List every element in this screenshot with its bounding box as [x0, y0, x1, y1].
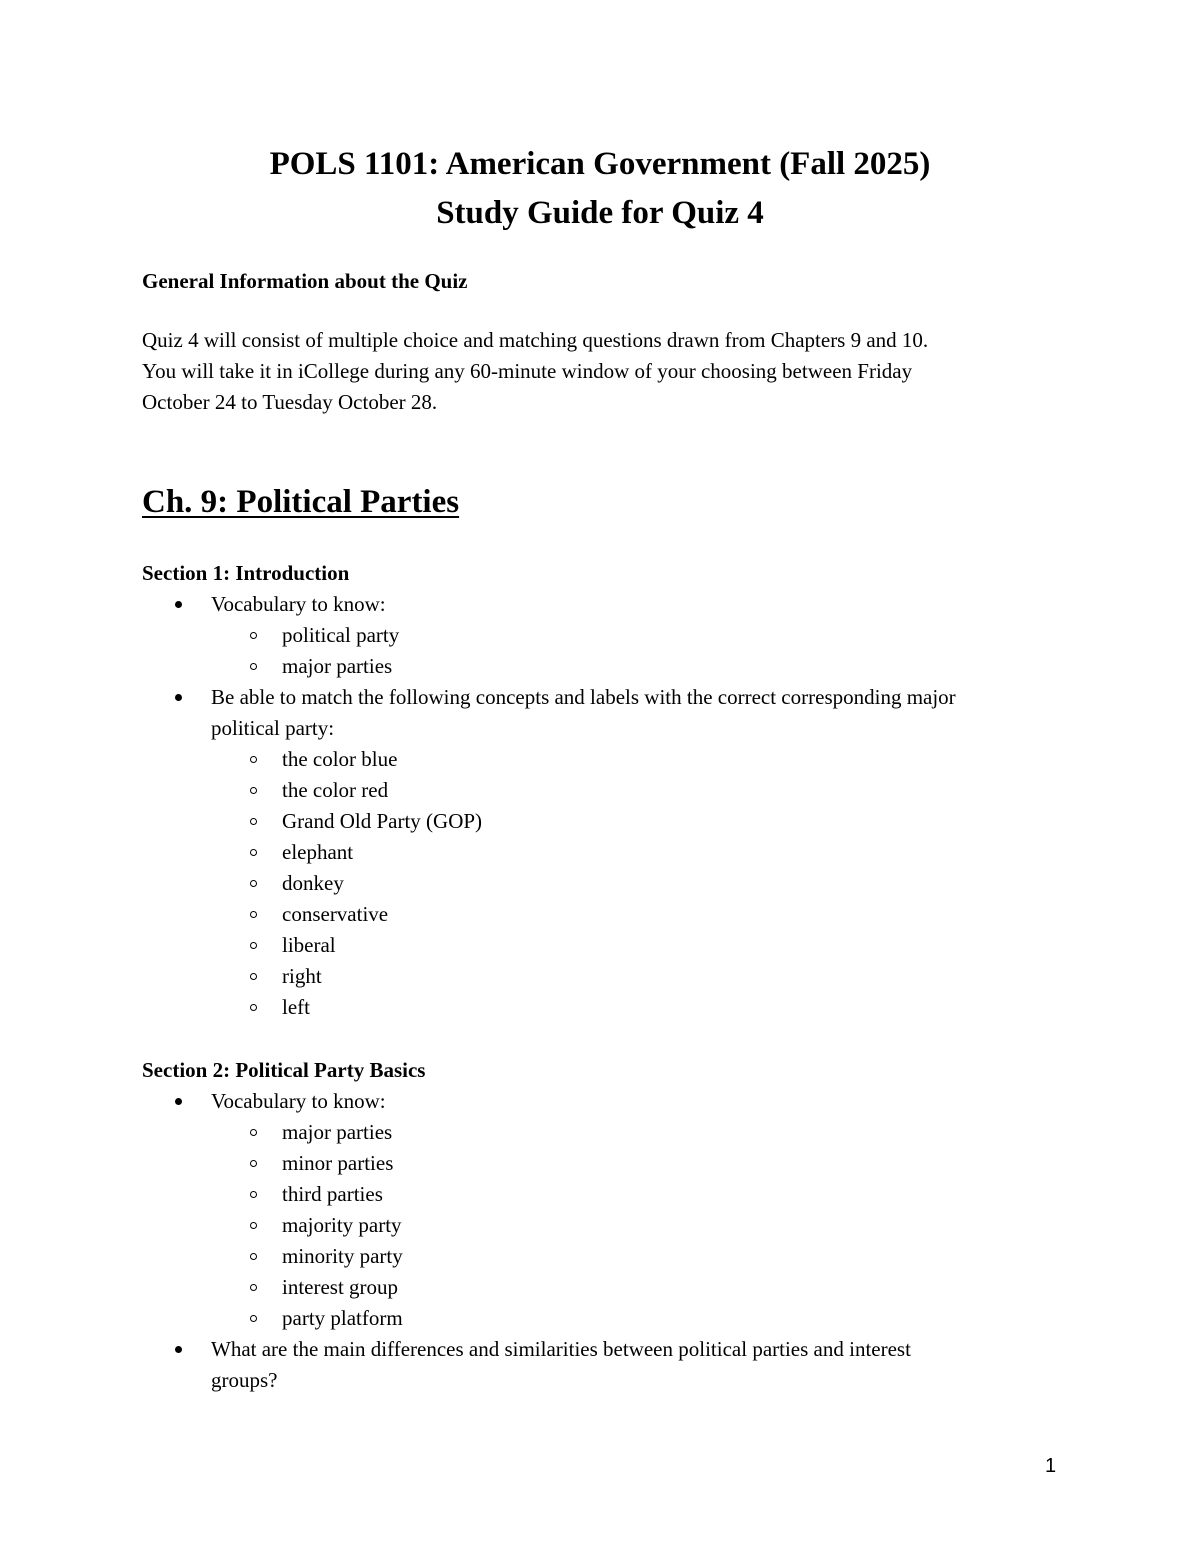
sub-bullet-item: [142, 620, 1072, 651]
general-info-line: October 24 to Tuesday October 28.: [142, 390, 438, 414]
sub-bullet-item: [142, 775, 1072, 806]
page-number: 1: [1045, 1455, 1057, 1477]
chapter-heading: Ch. 9: Political Parties: [142, 484, 460, 520]
hollow-circle-icon: [250, 911, 257, 918]
general-info-line: Quiz 4 will consist of multiple choice and matching questions drawn from Chapters 9 and 10.: [142, 328, 929, 352]
hollow-circle-icon: [250, 663, 257, 670]
general-info-paragraph: [142, 325, 1042, 418]
sub-bullet-item: [142, 651, 1072, 682]
bullet-text: Vocabulary to know:: [211, 1089, 386, 1113]
sub-bullet-item: [142, 1148, 1072, 1179]
hollow-circle-icon: [250, 1253, 257, 1260]
sub-bullet-item: [142, 1179, 1072, 1210]
bullet-text: Vocabulary to know:: [211, 592, 386, 616]
sub-bullet-item: [142, 899, 1072, 930]
bullet-dot-icon: [175, 1098, 182, 1105]
sub-bullet-text: conservative: [282, 902, 389, 926]
sub-bullet-text: donkey: [282, 871, 344, 895]
hollow-circle-icon: [250, 1191, 257, 1198]
sub-bullet-text: right: [282, 964, 322, 988]
sub-bullet-item: [142, 992, 1072, 1023]
hollow-circle-icon: [250, 756, 257, 763]
sub-bullet-text: major parties: [282, 1120, 393, 1144]
hollow-circle-icon: [250, 880, 257, 887]
hollow-circle-icon: [250, 818, 257, 825]
bullet-item: [142, 1334, 1072, 1396]
hollow-circle-icon: [250, 1222, 257, 1229]
sub-bullet-text: minor parties: [282, 1151, 394, 1175]
title-line-study-guide: Study Guide for Quiz 4: [436, 195, 764, 231]
sub-bullet-item: [142, 744, 1072, 775]
hollow-circle-icon: [250, 849, 257, 856]
sub-bullet-text: the color red: [282, 778, 389, 802]
general-info-line: You will take it in iCollege during any 60-minute window of your choosing between Friday: [142, 359, 913, 383]
sub-bullet-item: [142, 961, 1072, 992]
sub-bullet-item: [142, 1272, 1072, 1303]
sub-bullet-text: third parties: [282, 1182, 383, 1206]
sub-bullet-text: major parties: [282, 654, 393, 678]
sub-bullet-item: [142, 1303, 1072, 1334]
title-line-course: POLS 1101: American Government (Fall 2025): [269, 146, 931, 182]
section-heading: Section 1: Introduction: [142, 561, 350, 585]
bullet-text: What are the main differences and similarities between political parties and interest: [211, 1337, 911, 1361]
section-heading: Section 2: Political Party Basics: [142, 1058, 426, 1082]
sub-bullet-text: political party: [282, 623, 400, 647]
sub-bullet-text: left: [282, 995, 310, 1019]
bullet-item: [142, 1086, 1072, 1117]
sub-bullet-item: [142, 930, 1072, 961]
hollow-circle-icon: [250, 1284, 257, 1291]
hollow-circle-icon: [250, 942, 257, 949]
hollow-circle-icon: [250, 632, 257, 639]
bullet-dot-icon: [175, 1346, 182, 1353]
sub-bullet-text: elephant: [282, 840, 354, 864]
sub-bullet-item: [142, 1117, 1072, 1148]
bullet-item: [142, 589, 1072, 620]
bullet-text: groups?: [211, 1368, 278, 1392]
bullet-text: Be able to match the following concepts and labels with the correct corresponding major: [211, 685, 956, 709]
hollow-circle-icon: [250, 787, 257, 794]
sub-bullet-text: interest group: [282, 1275, 399, 1299]
general-info-heading: General Information about the Quiz: [142, 269, 468, 293]
section-political-party-basics: [142, 1055, 1072, 1396]
hollow-circle-icon: [250, 973, 257, 980]
sub-bullet-text: majority party: [282, 1213, 402, 1237]
sub-bullet-item: [142, 837, 1072, 868]
sub-bullet-item: [142, 1241, 1072, 1272]
sub-bullet-text: Grand Old Party (GOP): [282, 809, 483, 833]
hollow-circle-icon: [250, 1004, 257, 1011]
sub-bullet-text: party platform: [282, 1306, 403, 1330]
sub-bullet-text: liberal: [282, 933, 336, 957]
section-introduction: [142, 558, 1072, 1023]
bullet-dot-icon: [175, 601, 182, 608]
sub-bullet-text: minority party: [282, 1244, 403, 1268]
sub-bullet-item: [142, 806, 1072, 837]
bullet-dot-icon: [175, 694, 182, 701]
document-title: [0, 140, 1200, 238]
sub-bullet-item: [142, 1210, 1072, 1241]
sub-bullet-text: the color blue: [282, 747, 398, 771]
bullet-text: political party:: [211, 716, 335, 740]
hollow-circle-icon: [250, 1160, 257, 1167]
sub-bullet-item: [142, 868, 1072, 899]
bullet-item: [142, 682, 1072, 744]
hollow-circle-icon: [250, 1129, 257, 1136]
hollow-circle-icon: [250, 1315, 257, 1322]
